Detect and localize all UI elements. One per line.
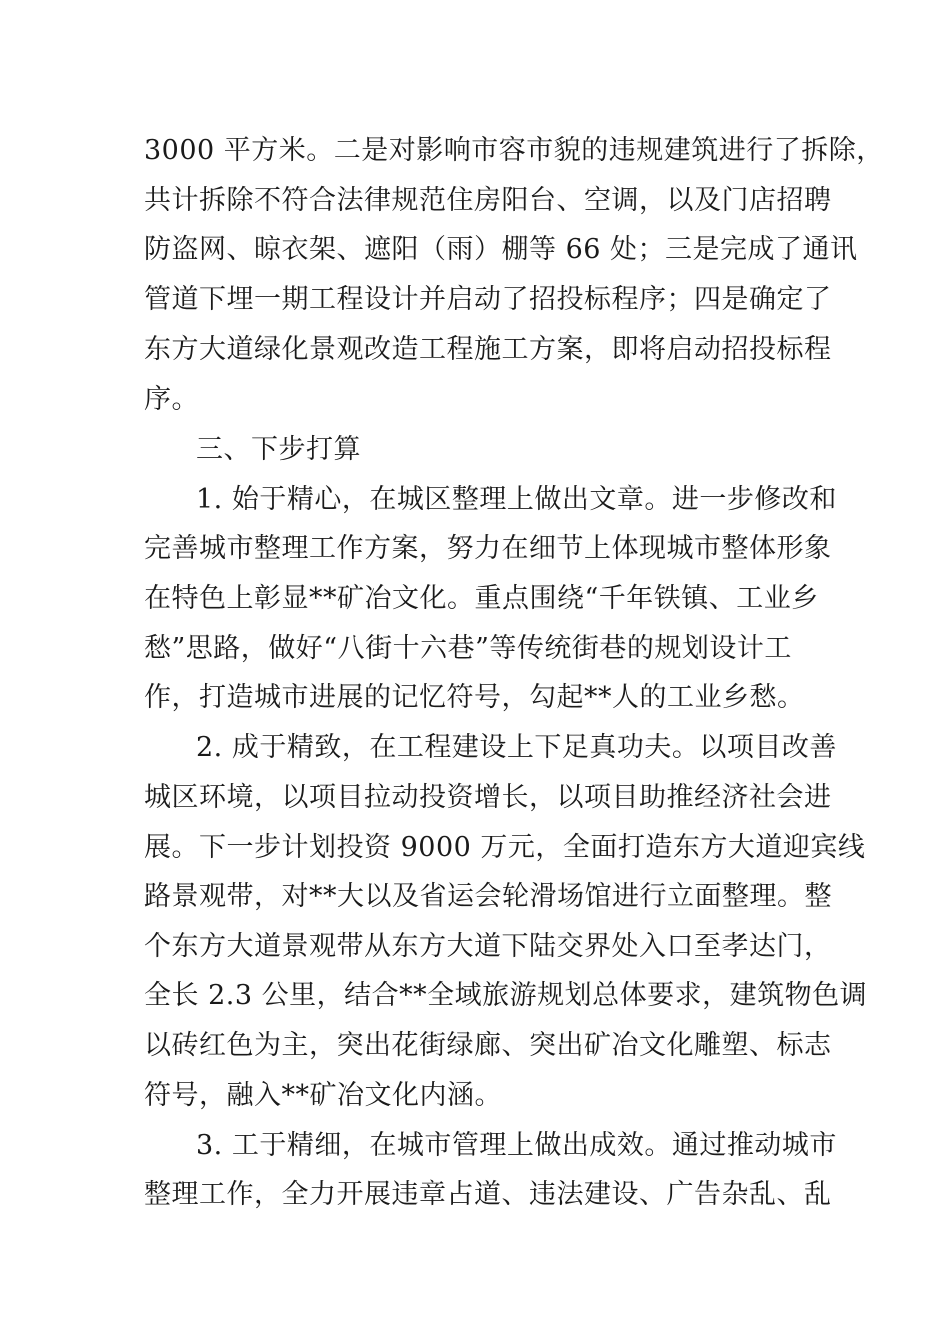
text-line: 共计拆除不符合法律规范住房阳台、空调，以及门店招聘 [144, 185, 832, 216]
text-line: 序。 [144, 384, 199, 415]
text-line: 2. 成于精致，在工程建设上下足真功夫。以项目改善 [196, 732, 837, 763]
text-line: 完善城市整理工作方案，努力在细节上体现城市整体形象 [144, 533, 832, 564]
text-line: 愁”思路，做好“八街十六巷”等传统街巷的规划设计工 [144, 633, 792, 664]
text-line: 1. 始于精心，在城区整理上做出文章。进一步修改和 [196, 484, 837, 515]
text-line: 展。下一步计划投资 9000 万元，全面打造东方大道迎宾线 [144, 832, 866, 863]
text-line: 3. 工于精细，在城市管理上做出成效。通过推动城市 [196, 1130, 837, 1161]
text-line: 3000 平方米。二是对影响市容市貌的违规建筑进行了拆除， [144, 135, 884, 166]
text-line: 路景观带，对**大以及省运会轮滑场馆进行立面整理。整 [144, 881, 832, 912]
text-line: 以砖红色为主，突出花街绿廊、突出矿冶文化雕塑、标志 [144, 1030, 832, 1061]
text-line: 东方大道绿化景观改造工程施工方案，即将启动招投标程 [144, 334, 832, 365]
text-line: 符号，融入**矿冶文化内涵。 [144, 1080, 502, 1111]
text-line: 个东方大道景观带从东方大道下陆交界处入口至孝达门， [144, 931, 832, 962]
text-line: 作，打造城市进展的记忆符号，勾起**人的工业乡愁。 [144, 682, 805, 713]
text-line: 防盗网、晾衣架、遮阳（雨）棚等 66 处；三是完成了通讯 [144, 234, 858, 265]
section-heading: 三、下步打算 [196, 434, 361, 465]
text-line: 城区环境，以项目拉动投资增长，以项目助推经济社会进 [144, 782, 832, 813]
text-line: 管道下埋一期工程设计并启动了招投标程序；四是确定了 [144, 284, 832, 315]
text-line: 全长 2.3 公里，结合**全域旅游规划总体要求，建筑物色调 [144, 980, 868, 1011]
text-line: 在特色上彰显**矿冶文化。重点围绕“千年铁镇、工业乡 [144, 583, 819, 614]
text-line: 整理工作，全力开展违章占道、违法建设、广告杂乱、乱 [144, 1179, 832, 1210]
